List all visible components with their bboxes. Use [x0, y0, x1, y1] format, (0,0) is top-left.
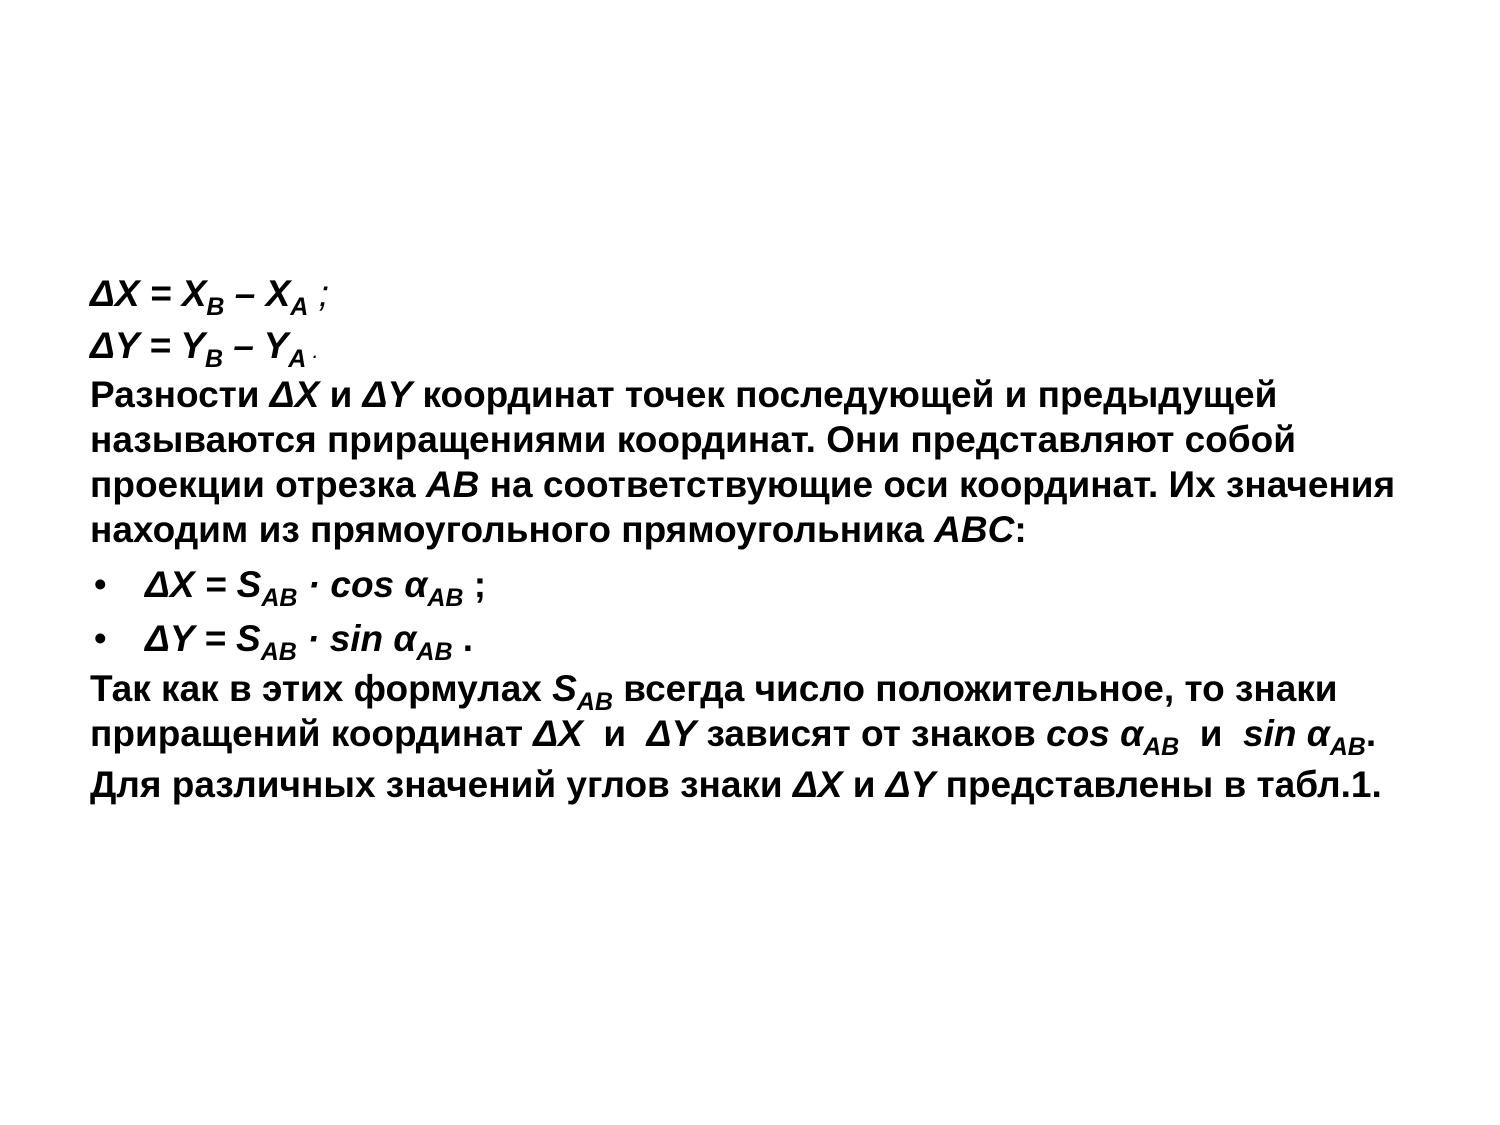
para1-delta-x: ΔX	[269, 374, 320, 415]
formula-dx-eq: =	[139, 273, 182, 314]
para2-delta-x: ΔX	[533, 713, 583, 754]
formula-dx-a: X	[181, 273, 207, 314]
para2-cos-sub: AB	[1143, 733, 1180, 761]
bullet1-s-sub: AB	[261, 584, 298, 612]
para2-sin-alpha: sin α	[1243, 713, 1330, 754]
para1-delta-y: ΔY	[362, 374, 413, 415]
formula-delta-y	[90, 320, 1430, 372]
paragraph-increments-definition	[90, 372, 1430, 552]
para1-segment-ab: AB	[425, 464, 480, 505]
para2-text-6: .	[1365, 713, 1377, 754]
para2-sin-sub: AB	[1329, 733, 1366, 761]
bullet-marker: •	[93, 618, 107, 659]
para3-text-3: представлены в табл.1.	[935, 764, 1382, 805]
bullet1-lhs: ΔX = S	[145, 564, 262, 605]
formula-dx-lhs: ΔX	[90, 273, 140, 314]
para2-cos-alpha: cos α	[1046, 713, 1144, 754]
bullet2-alpha-sub: AB	[416, 638, 453, 666]
formula-dx-a-sub: B	[206, 293, 225, 321]
para3-text-2: и	[842, 764, 886, 805]
formula-dx-b-sub: A	[290, 293, 309, 321]
formula-dy-a-sub: B	[205, 345, 224, 373]
paragraph-signs-dependence	[90, 666, 1430, 761]
para1-text-4: на соответствующие оси координат. Их значения находим из прямоугольного прямоугольника	[90, 464, 1396, 550]
formula-dy-eq: =	[138, 325, 181, 366]
para2-text-3: и	[582, 713, 647, 754]
formula-dy-minus: –	[223, 325, 264, 366]
para3-delta-x: ΔX	[792, 764, 843, 805]
para1-text-1: Разности	[90, 374, 270, 415]
formula-dx-b: X	[265, 273, 291, 314]
formula-delta-x	[90, 268, 1430, 320]
formula-dx-end: ;	[308, 273, 329, 314]
para2-delta-y: ΔY	[646, 713, 697, 754]
para1-text-2: и	[319, 374, 363, 415]
bullet2-s-sub: AB	[260, 638, 297, 666]
para2-text-1: Так как в этих формулах	[90, 668, 553, 709]
formula-dy-end: .	[306, 338, 319, 363]
para3-text-1: Для различных значений углов знаки	[90, 764, 793, 805]
para2-text-2: всегда число положительное, то знаки приращений координат	[90, 668, 1338, 754]
para2-text-4: зависят от знаков	[696, 713, 1047, 754]
bullet-formula-delta-y	[90, 612, 1430, 666]
slide-body	[90, 268, 1430, 807]
bullet1-alpha-sub: AB	[427, 584, 464, 612]
formula-dy-b-sub: A	[288, 345, 307, 373]
formula-dy-a: Y	[180, 325, 206, 366]
para1-triangle-abc: ABC	[934, 509, 1015, 550]
bullet1-mid: · cos α	[297, 564, 428, 605]
formula-dy-lhs: ΔY	[90, 325, 139, 366]
para3-delta-y: ΔY	[885, 764, 936, 805]
bullet2-end: .	[452, 618, 474, 659]
para2-text-5: и	[1179, 713, 1244, 754]
bullet2-mid: · sin α	[296, 618, 417, 659]
para2-s: S	[552, 668, 577, 709]
bullet-formula-delta-x	[90, 558, 1430, 612]
bullet2-lhs: ΔY = S	[145, 618, 261, 659]
formula-dy-b: Y	[263, 325, 289, 366]
bullet-marker: •	[93, 564, 107, 605]
para1-text-3: координат точек последующей и предыдущей называются приращениями координат. Они представляют собой проекции отрезка	[90, 374, 1296, 505]
para1-text-5: :	[1014, 509, 1027, 550]
para2-s-sub: AB	[576, 688, 613, 716]
paragraph-table-reference	[90, 762, 1430, 807]
formula-dx-minus: –	[224, 273, 266, 314]
bullet1-end: ;	[463, 564, 487, 605]
